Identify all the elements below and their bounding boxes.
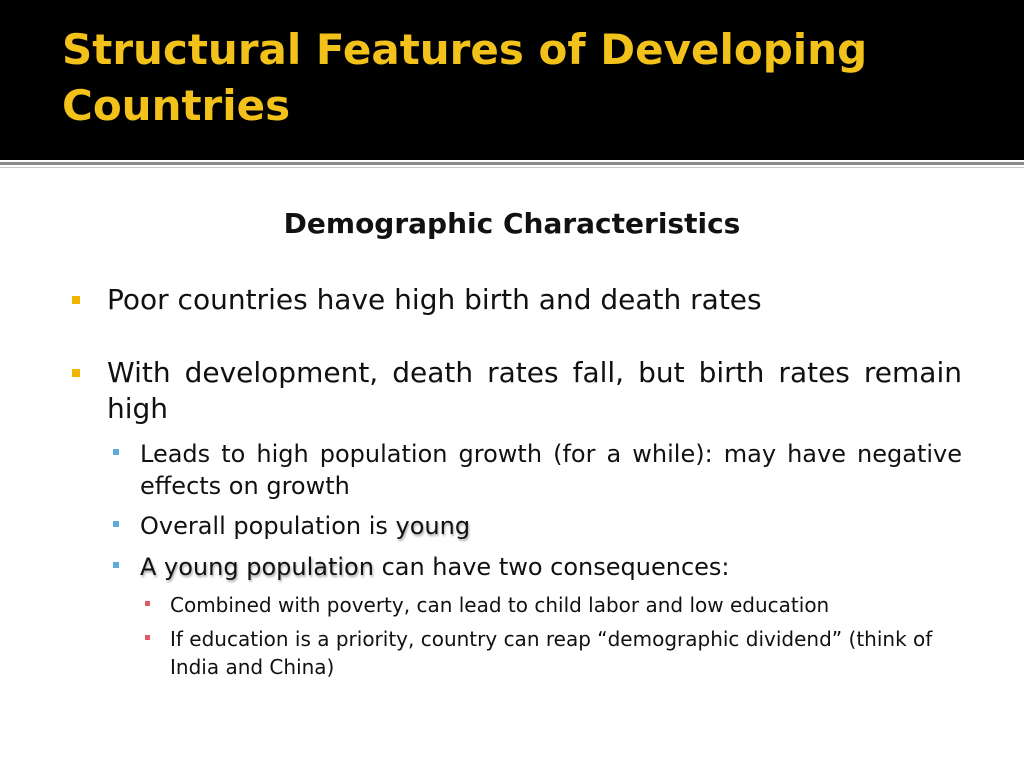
sub-bullet-text: Leads to high population growth (for a while): may have negative effects on growth xyxy=(140,440,962,500)
sub-bullet-text xyxy=(140,510,962,542)
emphasized-text: A young population xyxy=(140,553,374,581)
square-bullet-icon xyxy=(145,601,150,606)
square-bullet-icon xyxy=(113,562,119,568)
sub-bullet-text xyxy=(140,551,962,583)
bullet-item xyxy=(72,355,962,427)
sub-bullet-text-plain: Overall population is xyxy=(140,512,396,540)
bullet-item xyxy=(72,282,962,318)
divider-line xyxy=(0,162,1024,165)
section-subheading: Demographic Characteristics xyxy=(283,207,741,240)
sub-sub-bullet-item xyxy=(145,625,962,681)
sub-bullet-item xyxy=(113,551,962,583)
sub-sub-bullet-text: If education is a priority, country can reap “demographic dividend” (think of India and China) xyxy=(170,627,933,679)
sub-bullet-item xyxy=(113,510,962,542)
square-bullet-icon xyxy=(145,635,150,640)
bullet-text: Poor countries have high birth and death rates xyxy=(107,283,762,316)
square-bullet-icon xyxy=(72,296,80,304)
square-bullet-icon xyxy=(113,521,119,527)
bullet-text: With development, death rates fall, but birth rates remain high xyxy=(107,356,962,425)
slide-title: Structural Features of Developing Countries xyxy=(62,25,868,130)
divider-line-thin xyxy=(0,167,1024,168)
emphasized-text: young xyxy=(395,512,471,540)
sub-bullet-item xyxy=(113,438,962,502)
title-band xyxy=(0,0,1024,160)
square-bullet-icon xyxy=(72,369,80,377)
square-bullet-icon xyxy=(113,449,119,455)
sub-sub-bullet-item xyxy=(145,591,962,619)
sub-bullet-text-plain: can have two consequences: xyxy=(373,553,730,581)
sub-sub-bullet-text: Combined with poverty, can lead to child labor and low education xyxy=(170,593,830,617)
